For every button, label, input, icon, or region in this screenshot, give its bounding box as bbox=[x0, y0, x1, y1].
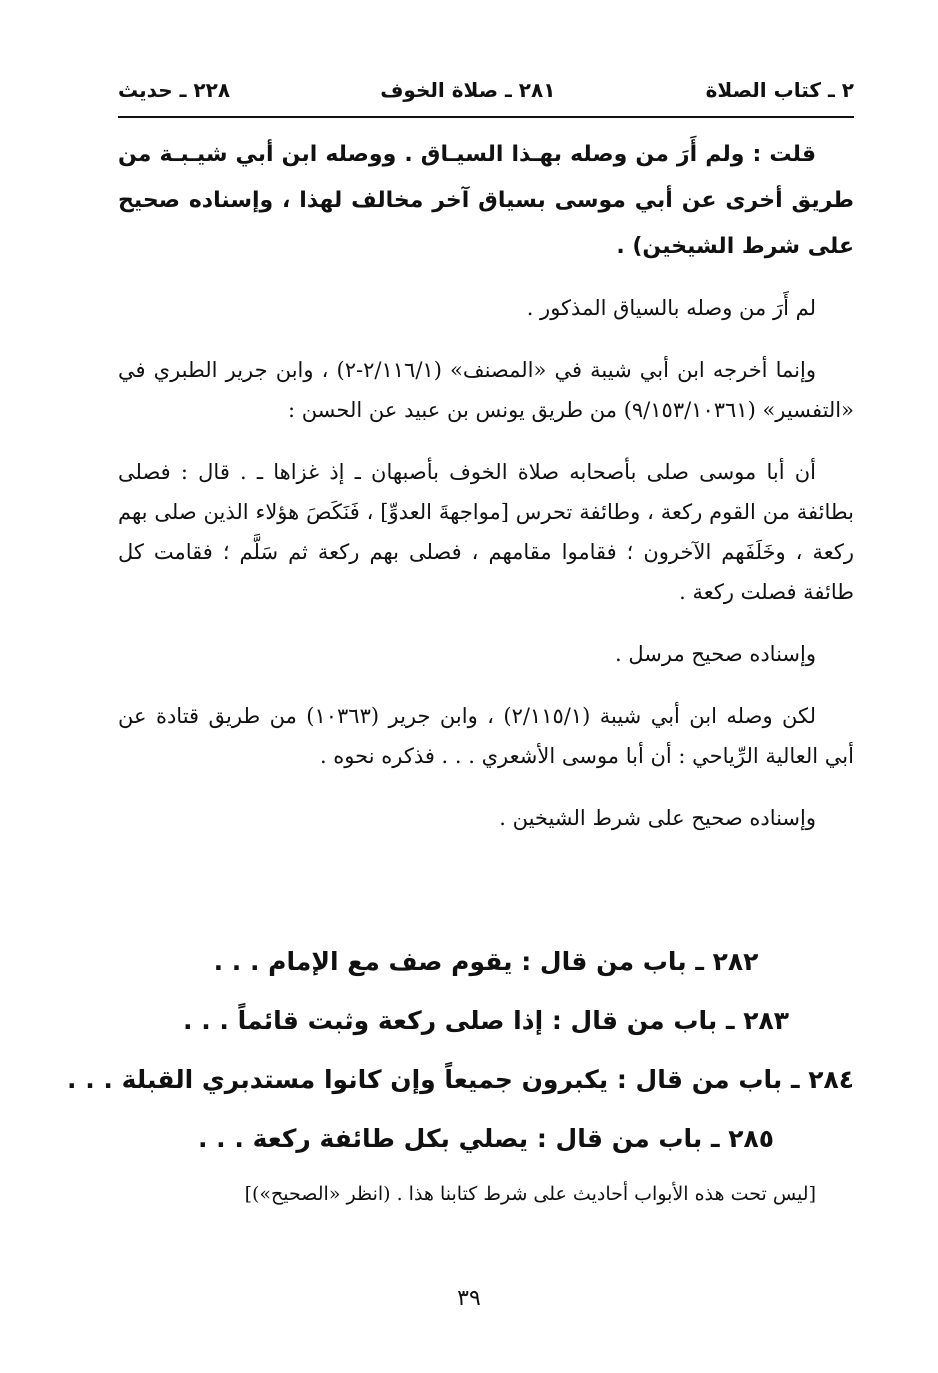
header-chapter-title: ٢٨١ ـ صلاة الخوف bbox=[380, 78, 556, 102]
page-number: ٣٩ bbox=[457, 1286, 481, 1311]
paragraph: أن أبا موسى صلى بأصحابه صلاة الخوف بأصبهان ـ إذ غزاها ـ . قال : فصلى بطائفة من القوم ركعة ، وطائفة تحرس [مواجهةَ العدوِّ] ، فَنَكَصَ هؤلاء الذين صلى بهم ركعة ، وخَلَفَهم الآخرون ؛ فقاموا مقامهم ، فصلى بهم ركعة ثم سَلَّم ؛ فقامت كل طائفة فصلت ركعة . bbox=[118, 460, 854, 604]
paragraph: لكن وصله ابن أبي شيبة (٢/١١٥/١) ، وابن جرير (١٠٣٦٣) من طريق قتادة عن أبي العالية الرِّياحي : أن أبا موسى الأشعري . . . فذكره نحوه . bbox=[118, 704, 854, 768]
quoted-paragraph: قلت : ولم أَرَ من وصله بهـذا السيـاق . ووصله ابن أبي شيـبـة من طريق أخرى عن أبي موسى بسياق آخر مخالف لهذا ، وإسناده صحيح على شرط الشيخين) . bbox=[118, 142, 854, 259]
paragraph: وإسناده صحيح على شرط الشيخين . bbox=[499, 806, 816, 830]
chapter-heading: ٢٨٤ ـ باب من قال : يكبرون جميعاً وإن كانوا مستدبري القبلة . . . bbox=[67, 1065, 854, 1094]
chapter-headings bbox=[67, 932, 854, 1231]
header-divider bbox=[118, 116, 854, 118]
chapter-heading: ٢٨٢ ـ باب من قال : يقوم صف مع الإمام . . . bbox=[213, 947, 759, 976]
header-hadith-number: ٢٢٨ ـ حديث bbox=[118, 78, 231, 102]
paragraph: لم أَرَ من وصله بالسياق المذكور . bbox=[526, 296, 816, 320]
chapter-note: [ليس تحت هذه الأبواب أحاديث على شرط كتابنا هذا . (انظر «الصحيح»)] bbox=[244, 1183, 816, 1205]
paragraph: وإنما أخرجه ابن أبي شيبة في «المصنف» (٢/١١٦/١-٢) ، وابن جرير الطبري في «التفسير» (٩/١٥٣/١٠٣٦١) من طريق يونس بن عبيد عن الحسن : bbox=[118, 358, 854, 422]
chapter-heading: ٢٨٣ ـ باب من قال : إذا صلى ركعة وثبت قائماً . . . bbox=[183, 1006, 789, 1035]
paragraph: وإسناده صحيح مرسل . bbox=[615, 642, 816, 666]
header-book-title: ٢ ـ كتاب الصلاة bbox=[705, 78, 854, 102]
chapter-heading: ٢٨٥ ـ باب من قال : يصلي بكل طائفة ركعة . . . bbox=[197, 1124, 775, 1153]
body-text bbox=[118, 132, 854, 860]
running-header bbox=[118, 72, 854, 108]
